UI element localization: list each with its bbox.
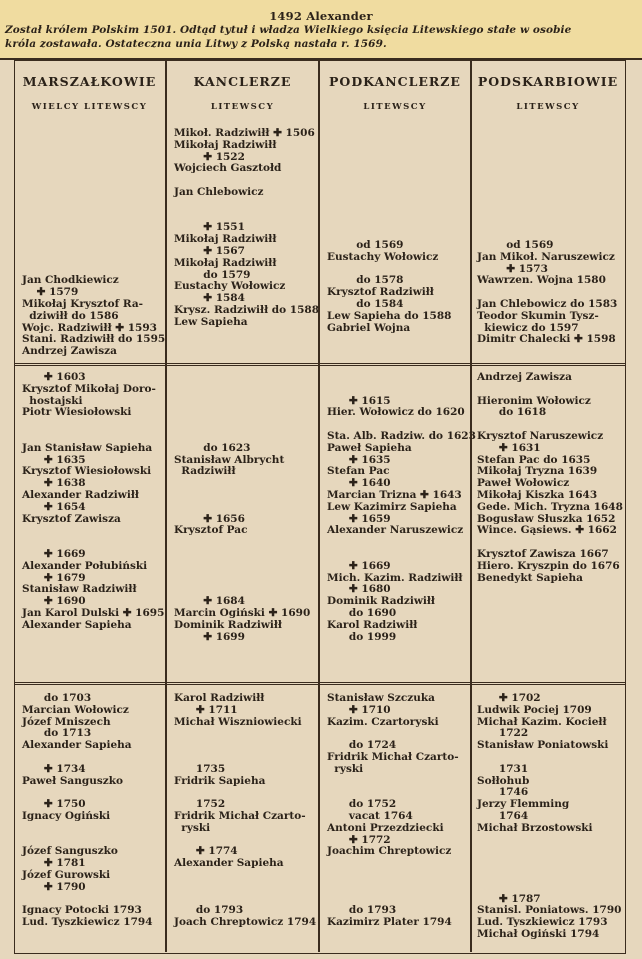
table-cell: ✚ 1603 Krysztof Mikołaj Doro- hostajski Piotr Wiesiołowski Jan Stanisław Sapieha ✚ 1635 Krysztof Wiesiołowski ✚ 1638 Alexander Radziwiłł ✚ 1654 Krysztof Zawisza ✚ 1669 Alexander Połubiński ✚ 1679 Stanisław Radziwiłł ✚ 1690 Jan Karol Dulski ✚ 1695 Alexander Sapieha — [22, 371, 165, 631]
table-cell: Mikoł. Radziwiłł ✚ 1506 Mikołaj Radziwiłł ✚ 1522 Wojciech Gasztołd Jan Chlebowicz ✚ 1551 Mikołaj Radziwiłł ✚ 1567 Mikołaj Radziwiłł do 1579 Eustachy Wołowicz ✚ 1584 Krysz. Radziwiłł do 1588 Lew Sapieha — [174, 127, 319, 328]
header-band — [0, 0, 642, 60]
column-divider — [165, 60, 167, 952]
table-cell: Jan Chodkiewicz ✚ 1579 Mikołaj Krysztof Ra- dziwiłł do 1586 Wojc. Radziwiłł ✚ 1593 Stani. Radziwiłł do 1595 Andrzej Zawisza — [22, 274, 166, 358]
column-subtitle: LITEWSCY — [210, 102, 275, 112]
column-title-podskarbiowie: PODSKARBIOWIE — [477, 74, 619, 89]
table-cell: ✚ 1702 Ludwik Pociej 1709 Michał Kazim. Kociełł 1722 Stanisław Poniatowski 1731 Sołłohub 1746 Jerzy Flemming 1764 Michał Brzostowski ✚ 1787 Stanisl. Poniatows. 1790 Lud. Tyszkiewicz 1793 Michał Ogiński 1794 — [477, 692, 622, 940]
row-divider — [14, 682, 626, 685]
row-divider — [14, 363, 626, 366]
column-subtitle: LITEWSCY — [516, 102, 580, 112]
table-cell: Stanisław Szczuka ✚ 1710 Kazim. Czartoryski do 1724 Fridrik Michał Czarto- ryski do 1752 vacat 1764 Antoni Przezdziecki ✚ 1772 Joachim Chreptowicz do 1793 Kazimirz Plater 1794 — [327, 692, 459, 929]
column-subtitle: WIELCY LITEWSCY — [31, 102, 148, 112]
header-text-line-2: króla zostawała. Ostateczna unia Litwy z Polską nastała r. 1569. — [5, 38, 387, 50]
header-title: 1492 Alexander — [269, 9, 373, 23]
table-cell: Karol Radziwiłł ✚ 1711 Michał Wiszniowiecki 1735 Fridrik Sapieha 1752 Fridrik Michał Czarto- ryski ✚ 1774 Alexander Sapieha do 1793 Joach Chreptowicz 1794 — [174, 692, 317, 929]
table-cell: do 1623 Stanisław Albrycht Radziwiłł ✚ 1656 Krysztof Pac ✚ 1684 Marcin Ogiński ✚ 1690 Dominik Radziwiłł ✚ 1699 — [174, 441, 311, 643]
table-cell: ✚ 1615 Hier. Wołowicz do 1620 Sta. Alb. Radziw. do 1623 Paweł Sapieha ✚ 1635 Stefan Pac ✚ 1640 Marcian Trizna ✚ 1643 Lew Kazimirz Sapieha ✚ 1659 Alexander Naruszewicz ✚ 1669 Mich. Kazim. Radziwiłł ✚ 1680 Dominik Radziwiłł do 1690 Karol Radziwiłł do 1999 — [327, 394, 476, 643]
table-cell: do 1703 Marcian Wołowicz Józef Mniszech do 1713 Alexander Sapieha ✚ 1734 Paweł Sanguszko ✚ 1750 Ignacy Ogiński Józef Sanguszko ✚ 1781 Józef Gurowski ✚ 1790 Ignacy Potocki 1793 Lud. Tyszkiewicz 1794 — [22, 692, 153, 929]
column-title-marszalkowie: MARSZAŁKOWIE — [22, 74, 157, 89]
header-text-line-1: Został królem Polskim 1501. Odtąd tytuł i władza Wielkiego księcia Litewskiego stałe w osobie — [5, 24, 572, 36]
table-cell: Andrzej Zawisza Hieronim Wołowicz do 1618 Krysztof Naruszewicz ✚ 1631 Stefan Pac do 1635 Mikołaj Tryzna 1639 Paweł Wołowicz Mikołaj Kiszka 1643 Gede. Mich. Tryzna 1648 Bogusław Słuszka 1652 Wince. Gąsiews. ✚ 1662 Krysztof Zawisza 1667 Hiero. Kryszpin do 1676 Benedykt Sapieha — [477, 371, 623, 584]
officials-table — [14, 60, 626, 956]
column-title-podkanclerze: PODKANCLERZE — [329, 74, 461, 89]
table-cell: od 1569 Eustachy Wołowicz do 1578 Krysztof Radziwiłł do 1584 Lew Sapieha do 1588 Gabriel Wojna — [327, 238, 452, 334]
column-subtitle: LITEWSCY — [363, 102, 427, 112]
table-cell: od 1569 Jan Mikoł. Naruszewicz ✚ 1573 Wawrzen. Wojna 1580 Jan Chlebowicz do 1583 Teodor Skumin Tysz- kiewicz do 1597 Dimitr Chalecki ✚ 1598 — [477, 238, 618, 346]
column-title-kanclerze: KANCLERZE — [193, 74, 292, 89]
